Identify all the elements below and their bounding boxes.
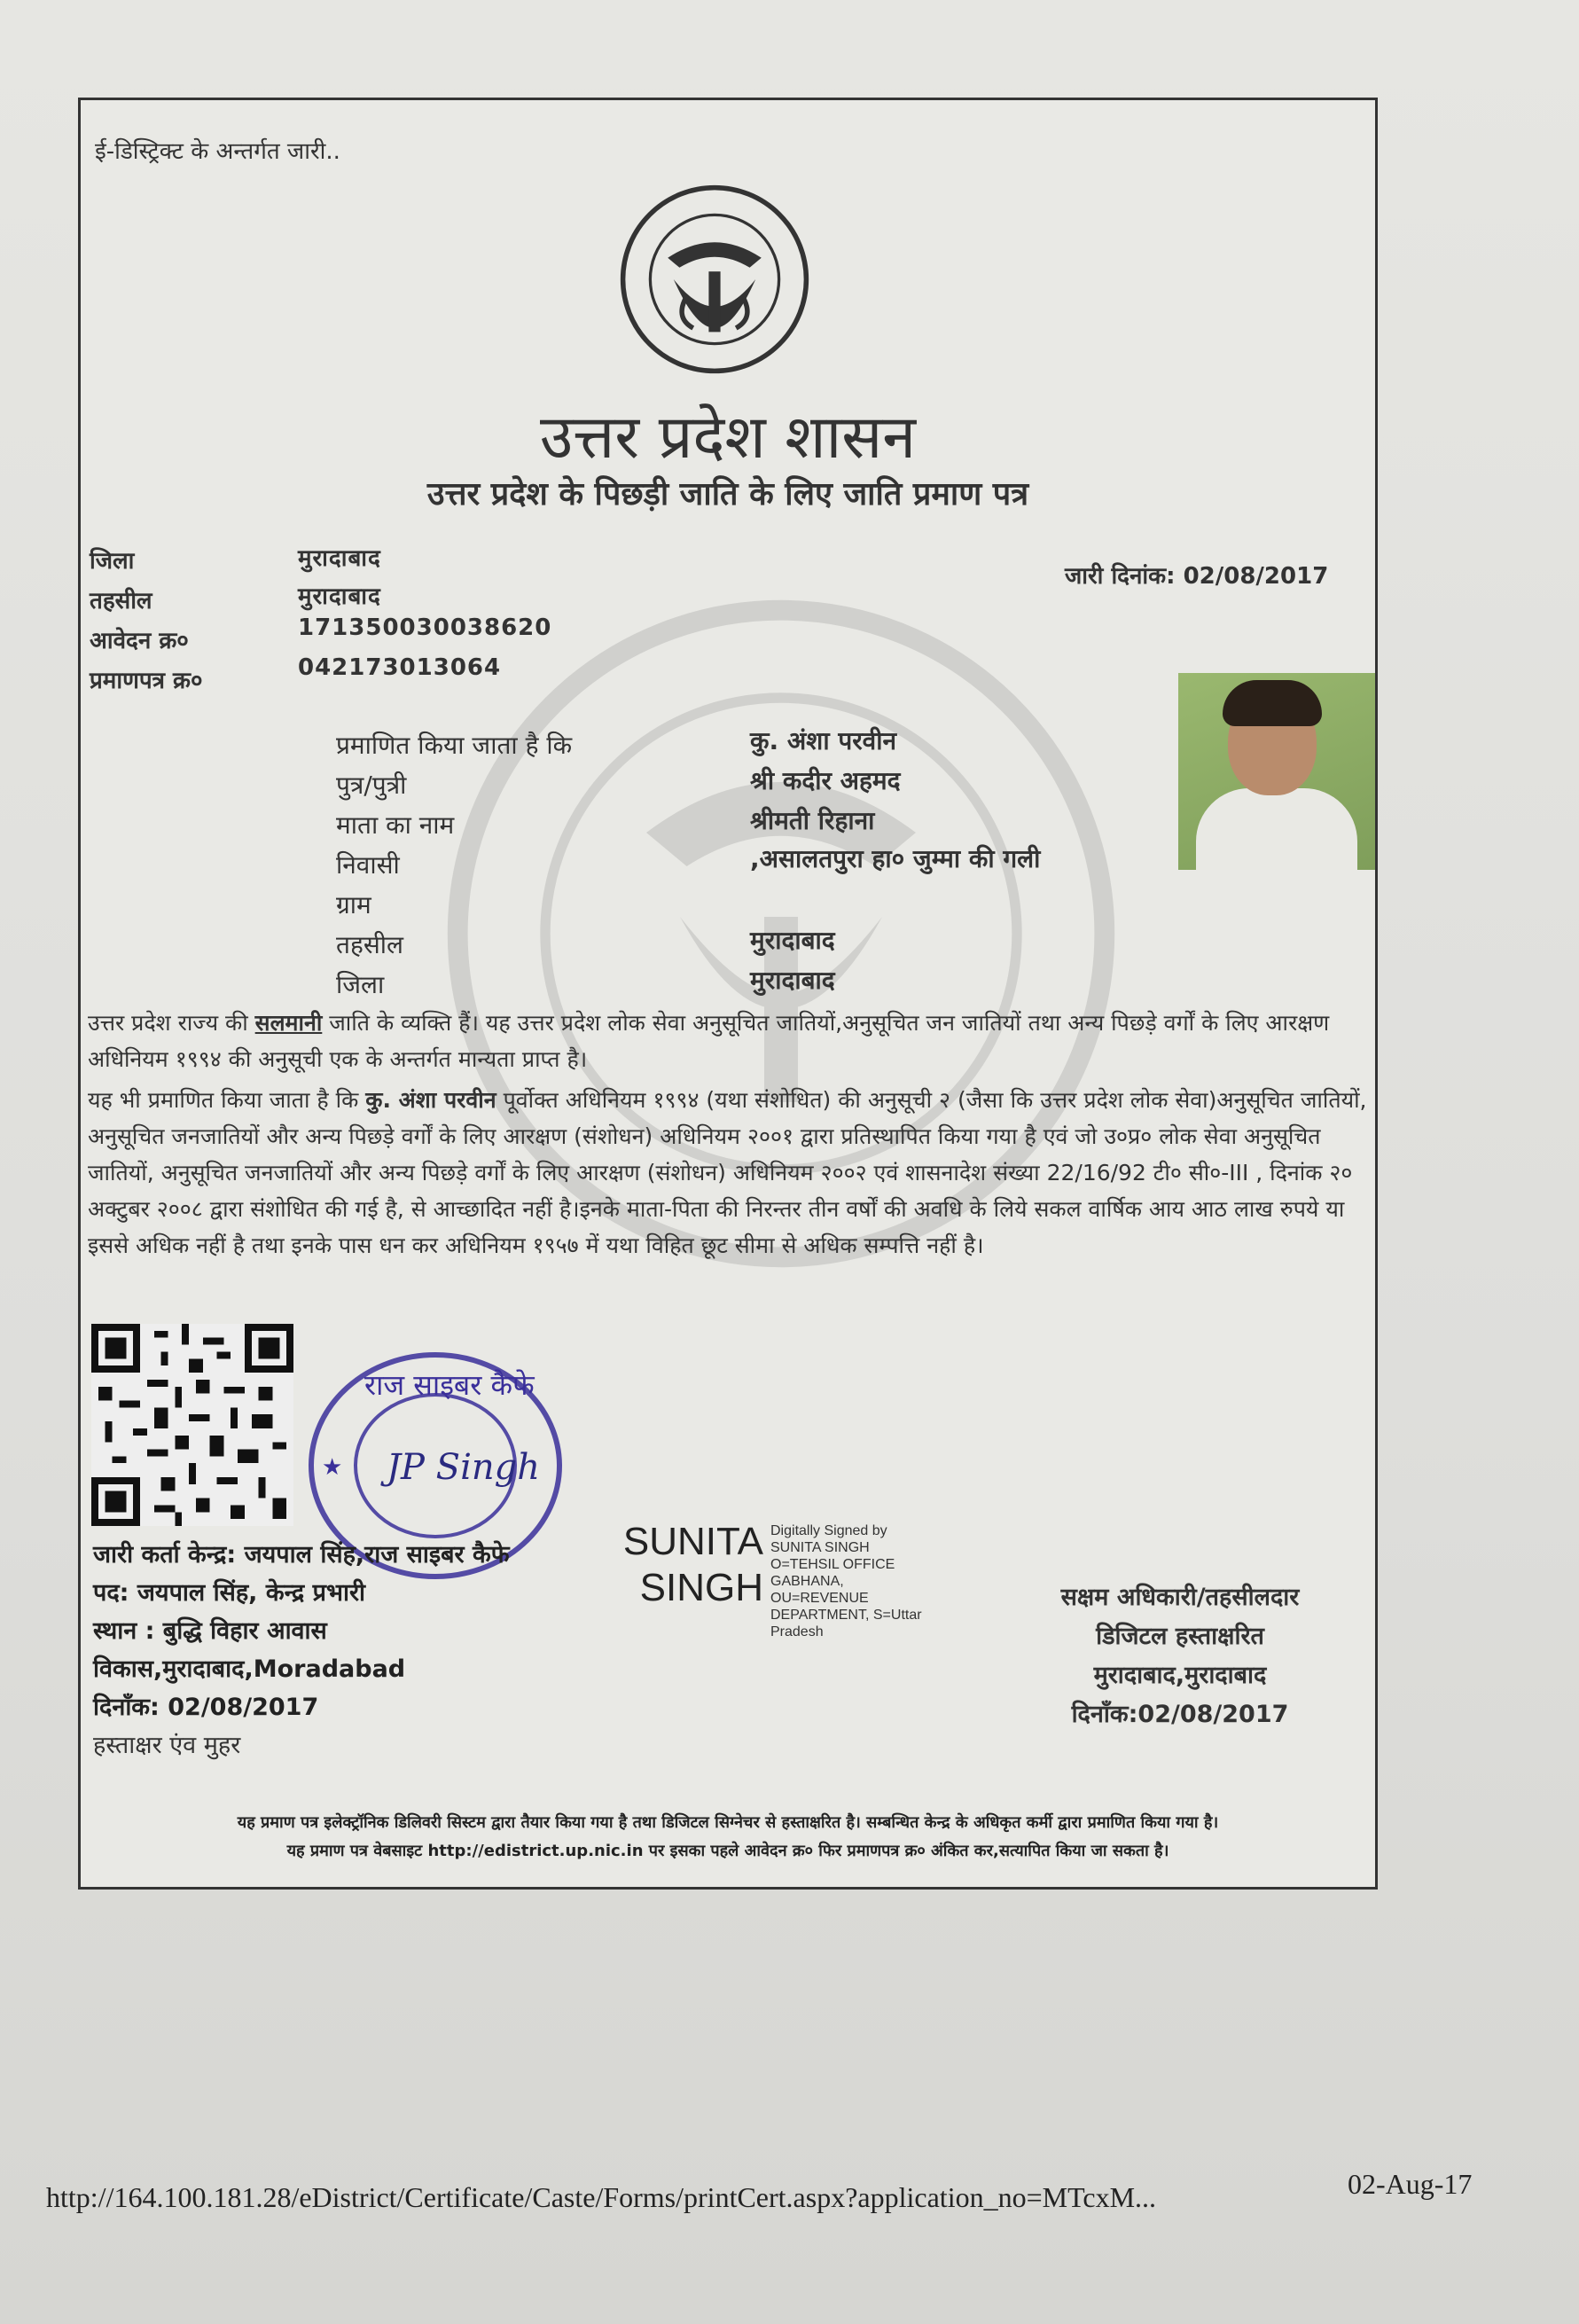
state-emblem-icon [617, 182, 812, 377]
issue-date: जारी दिनांक: 02/08/2017 [1065, 563, 1329, 590]
document-title: उत्तर प्रदेश शासन [540, 403, 916, 473]
digital-signature-name [621, 1519, 763, 1611]
officer-date: दिनाँक:02/08/2017 [1071, 1701, 1289, 1728]
district-value: मुरादाबाद [298, 545, 381, 572]
certificate-number-label: प्रमाणपत्र क्र० [90, 668, 203, 694]
signature-detail-line: DEPARTMENT, S=Uttar [770, 1608, 922, 1623]
document-subtitle: उत्तर प्रदेश के पिछड़ी जाति के लिए जाति प्रमाण पत्र [426, 475, 1029, 513]
residence-value: ,असालतपुरा हा० जुम्मा की गली [750, 844, 1041, 873]
officer-signed-note: डिजिटल हस्ताक्षरित [1096, 1623, 1264, 1650]
signature-detail-line: GABHANA, [770, 1574, 844, 1589]
issuing-center: जारी कर्ता केन्द्र: जयपाल सिंह,राज साइबर कैफे [93, 1541, 510, 1569]
district-label: जिला [90, 548, 135, 575]
print-date: 02-Aug-17 [1348, 2168, 1473, 2200]
tehsil-label: तहसील [90, 588, 152, 614]
footer-note-line1: यह प्रमाण पत्र इलेक्ट्रॉनिक डिलिवरी सिस्टम द्वारा तैयार किया गया है तथा डिजिटल सिग्नेचर से हस्ताक्षरित है। सम्बन्धित केन्द्र के अधिकृत कर्मी द्वारा प्रमाणित किया गया है। [237, 1813, 1219, 1832]
star-icon: ★ [322, 1454, 343, 1481]
signature-detail-line: Digitally Signed by [770, 1523, 887, 1538]
detail-label: ग्राम [336, 890, 371, 919]
qr-code [91, 1324, 293, 1526]
application-number-value: 171350030038620 [298, 614, 552, 641]
signer-last-name: SINGH [639, 1566, 763, 1609]
detail-label: पुत्र/पुत्री [336, 771, 407, 800]
detail-label: प्रमाणित किया जाता है कि [336, 731, 573, 760]
signature-detail-line: Pradesh [770, 1624, 824, 1639]
officer-place: मुरादाबाद,मुरादाबाद [1093, 1662, 1267, 1689]
detail-label: निवासी [336, 850, 400, 880]
detail-label: जिला [336, 970, 385, 999]
father-name: श्री कदीर अहमद [750, 766, 901, 795]
issuer-post: पद: जयपाल सिंह, केन्द्र प्रभारी [93, 1579, 366, 1607]
applicant-name: कु. अंशा परवीन [750, 726, 897, 755]
signature-detail-line: SUNITA SINGH [770, 1540, 870, 1555]
signature-detail-line: O=TEHSIL OFFICE [770, 1557, 895, 1572]
certified-person-name: कु. अंशा परवीन [365, 1087, 496, 1113]
print-url: http://164.100.181.28/eDistrict/Certificate/Caste/Forms/printCert.aspx?application_no=MTcxM... [46, 2181, 1157, 2213]
tehsil-value: मुरादाबाद [298, 583, 381, 610]
digital-signature-details [770, 1522, 974, 1640]
detail-label: तहसील [336, 930, 403, 959]
seal-signature: JP Singh [387, 1447, 540, 1488]
issuer-place-line2: विकास,मुरादाबाद,Moradabad [93, 1655, 406, 1683]
edistrict-tag: ई-डिस्ट्रिक्ट के अन्तर्गत जारी.. [95, 138, 340, 165]
signature-detail-line: OU=REVENUE [770, 1591, 869, 1606]
seal-text: राज साइबर कैफे [364, 1368, 535, 1402]
caste-name: सलमानी [254, 1010, 323, 1036]
footer-note-line2: यह प्रमाण पत्र वेबसाइट http://edistrict.up.nic.in पर इसका पहले आवेदन क्र० फिर प्रमाणपत्र क्र० अंकित कर,सत्यापित किया जा सकता है। [286, 1842, 1169, 1860]
detail-tehsil-value: मुरादाबाद [750, 926, 835, 955]
caste-paragraph: उत्तर प्रदेश राज्य की सलमानी जाति के व्यक्ति हैं। यह उत्तर प्रदेश लोक सेवा अनुसूचित जातियों,अनुसूचित जन जातियों तथा अन्य पिछड़े वर्गों के लिए आरक्षण अधिनियम १९९४ की अनुसूची एक के अन्तर्गत मान्यता प्राप्त है। [88, 1010, 1330, 1072]
officer-title: सक्षम अधिकारी/तहसीलदार [1060, 1584, 1300, 1611]
application-number-label: आवेदन क्र० [90, 628, 189, 654]
issuer-date: दिनाँक: 02/08/2017 [93, 1694, 319, 1721]
certificate-number-value: 042173013064 [298, 654, 502, 681]
certificate [78, 98, 1378, 1890]
certification-paragraph: यह भी प्रमाणित किया जाता है कि कु. अंशा परवीन पूर्वोक्त अधिनियम १९९४ (यथा संशोधित) की अनुसूची २ (जैसा कि उत्तर प्रदेश लोक सेवा)अनुसूचित जातियों, अनुसूचित जनजातियों और अन्य पिछड़े वर्गों के लिए आरक्षण (संशोधन) अधिनियम २००१ द्वारा प्रतिस्थापित किया गया है एवं जो उ०प्र० लोक सेवा अनुसूचित जातियों, अनुसूचित जनजातियों और अन्य पिछड़े वर्गों के लिए आरक्षण (संशोधन) अधिनियम २००२ एवं शासनादेश संख्या 22/16/92 टी० सी०-III , दिनांक २० अक्टुबर २००८ द्वारा संशोधित की गई है, से आच्छादित नहीं है।इनके माता-पिता की निरन्तर तीन वर्षों की अवधि के लिये सकल वार्षिक आय आठ लाख रुपये या इससे अधिक नहीं है तथा इनके पास धन कर अधिनियम १९५७ में यथा विहित छूट सीमा से अधिक सम्पत्ति नहीं है। [88, 1087, 1367, 1258]
detail-district-value: मुरादाबाद [750, 966, 835, 995]
signer-first-name: SUNITA [622, 1520, 763, 1563]
detail-label: माता का नाम [336, 810, 455, 840]
issuer-sign-note: हस्ताक्षर एंव मुहर [93, 1732, 241, 1759]
applicant-photo [1178, 673, 1375, 870]
issuer-place-line1: स्थान : बुद्धि विहार आवास [93, 1617, 327, 1645]
mother-name: श्रीमती रिहाना [750, 806, 875, 835]
